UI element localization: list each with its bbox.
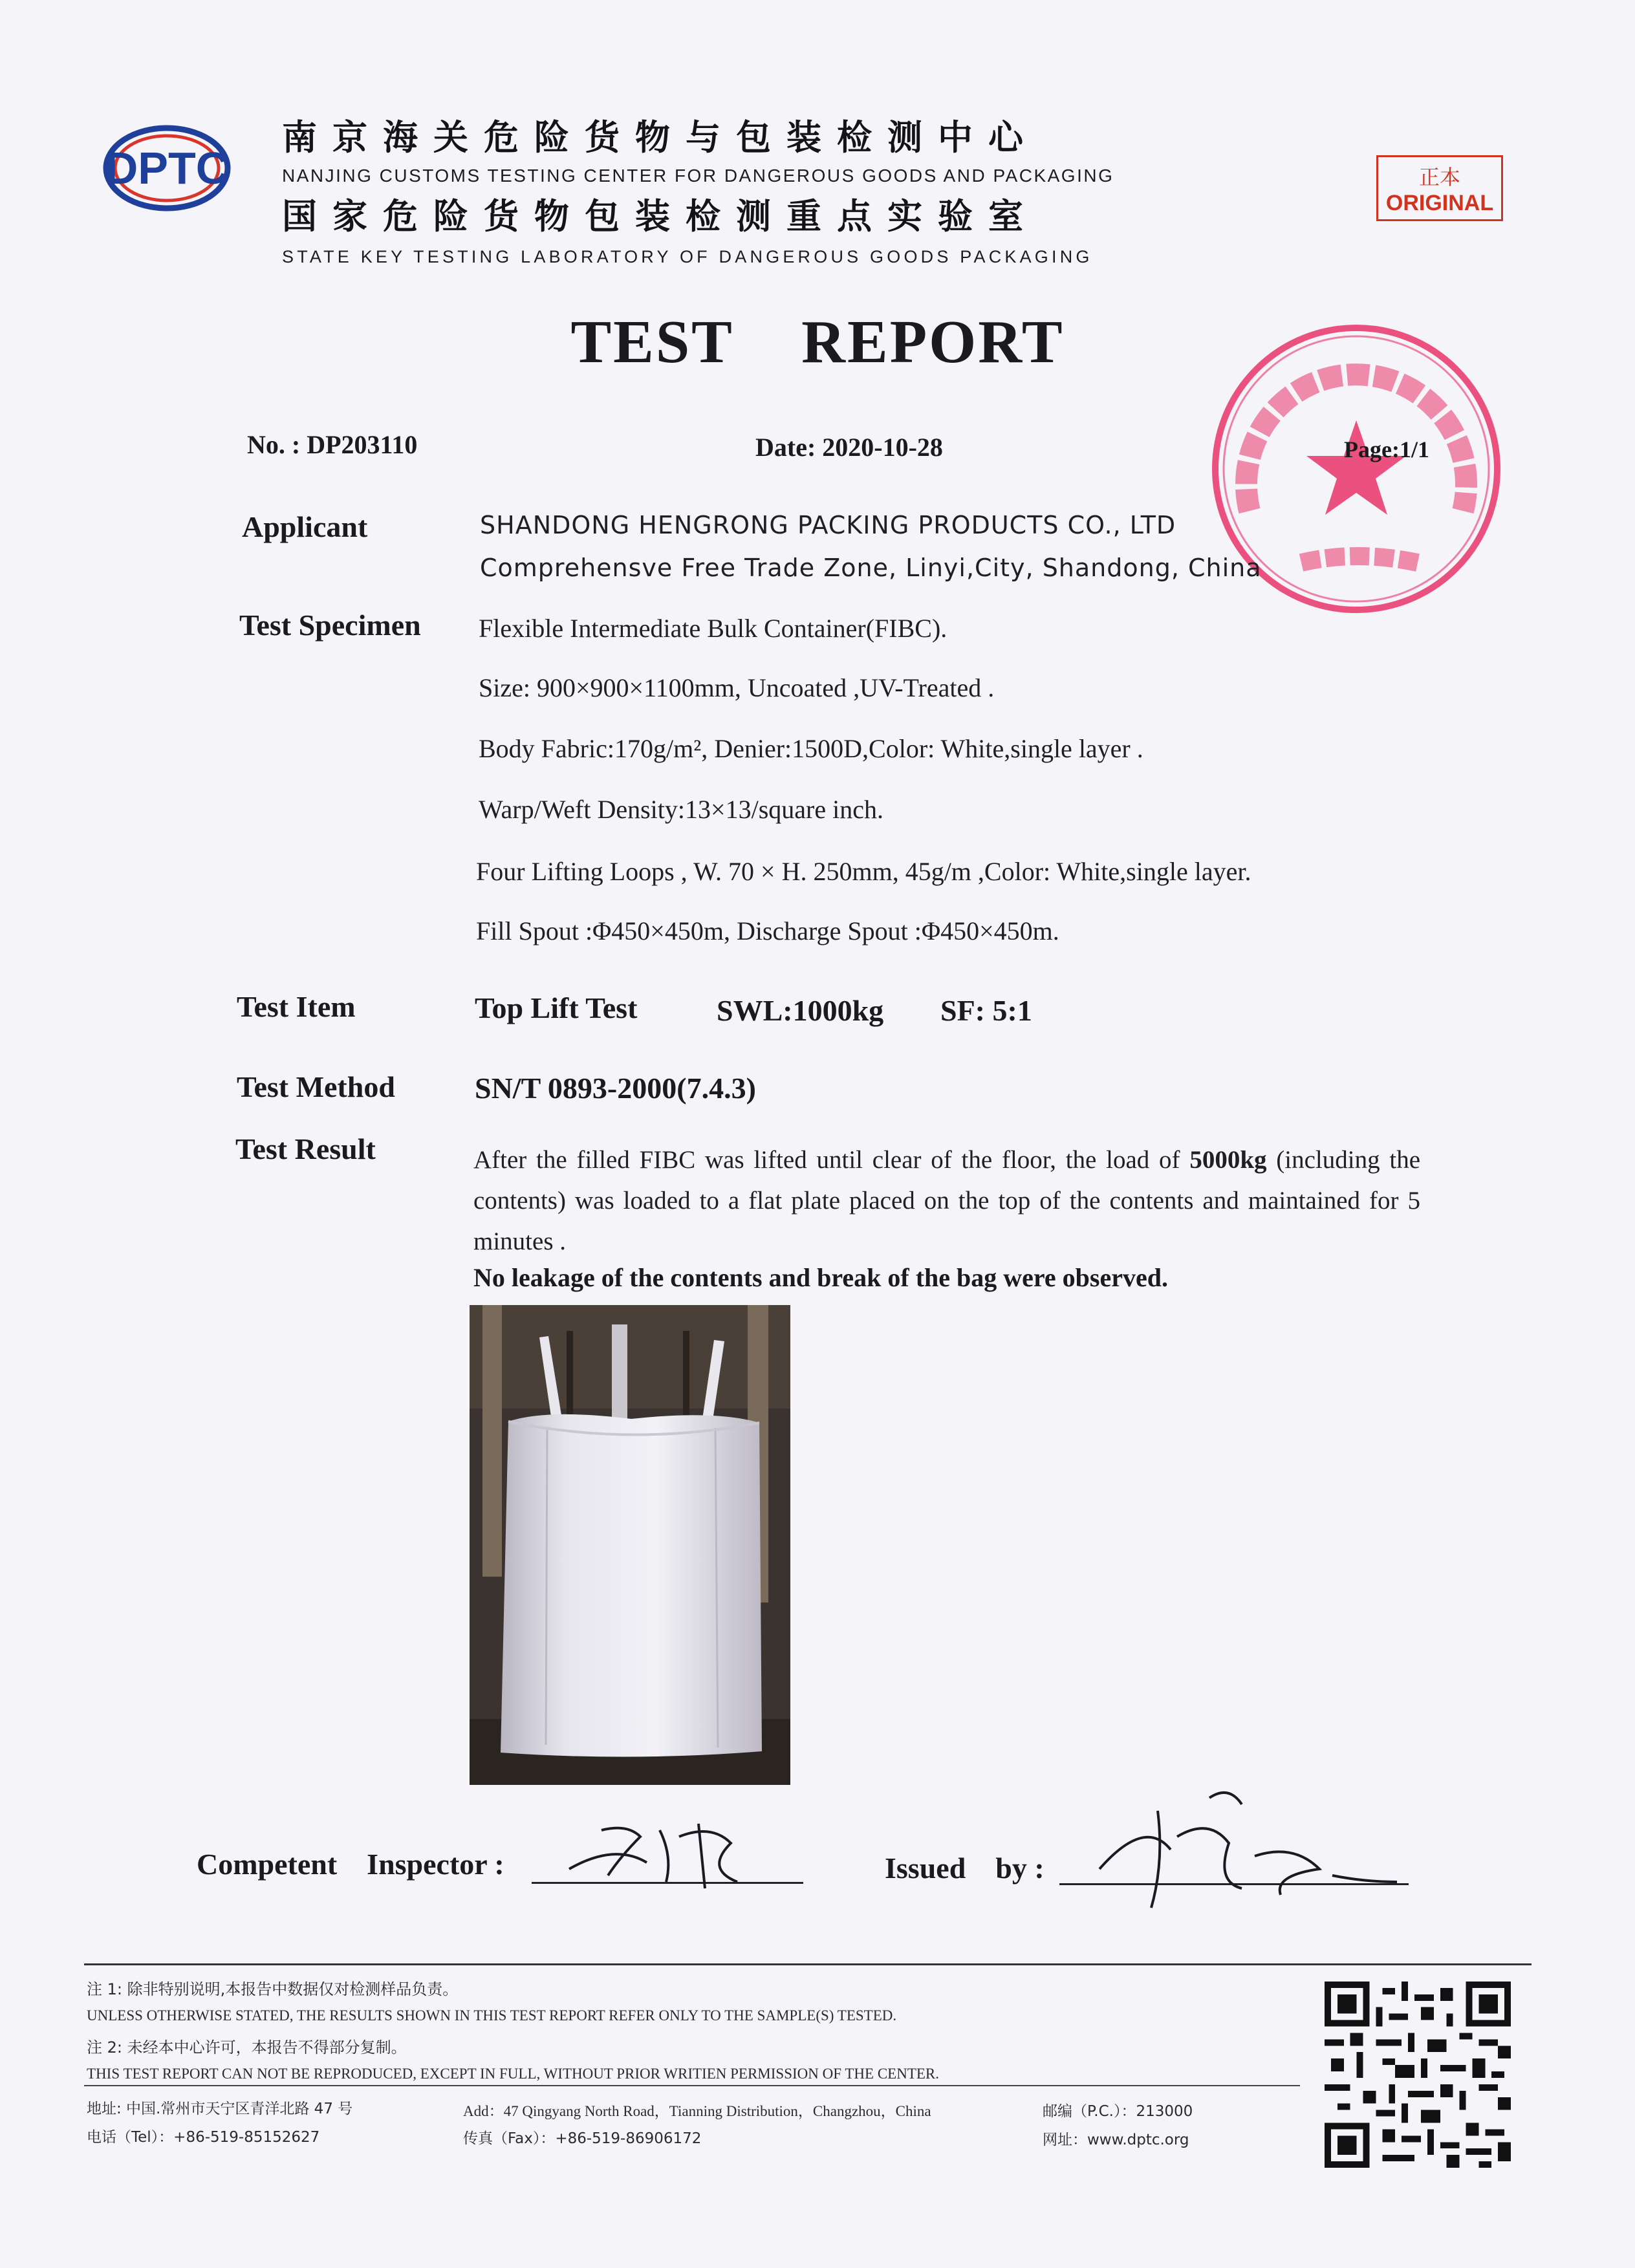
inspector-signature [543,1804,789,1895]
issued-by-label: Issued by : [885,1852,1045,1885]
test-item-sf: SF: 5:1 [940,994,1032,1027]
result-post: (including the contents) was loaded to a flat plate placed on the top of the contents and maintained for 5 minutes . [473,1146,1420,1255]
test-item-value: Top Lift Test [475,991,638,1024]
footer-note1-cn: 注 1: 除非特别说明,本报告中数据仅对检测样品负责。 [87,1980,459,1998]
test-item-swl: SWL:1000kg [717,994,884,1027]
footer-divider [84,1963,1532,1965]
original-en: ORIGINAL [1385,191,1494,215]
footer-note1-en: UNLESS OTHERWISE STATED, THE RESULTS SHOWN IN THIS TEST REPORT REFER ONLY TO THE SAMPLE(S) TESTED. [87,2007,897,2024]
footer-postcode: 邮编（P.C.）：213000 [1043,2103,1193,2120]
specimen-line-2: Size: 900×900×1100mm, Uncoated ,UV-Treated . [479,673,995,702]
footer-website: 网址：www.dptc.org [1043,2132,1189,2148]
test-result-conclusion: No leakage of the contents and break of the bag were observed. [473,1263,1169,1292]
original-cn: 正本 [1418,165,1460,189]
footer-note2-cn: 注 2: 未经本中心许可，本报告不得部分复制。 [87,2038,407,2057]
test-method-value: SN/T 0893-2000(7.4.3) [475,1072,756,1105]
test-result-text [473,1139,1420,1262]
applicant-address: Comprehensve Free Trade Zone, Linyi,City, Shandong, China [480,554,1262,582]
dptc-logo [102,123,232,213]
header-title-cn-2: 国家危险货物包装检测重点实验室 [282,196,1039,237]
specimen-line-6: Fill Spout :Φ450×450m, Discharge Spout :Φ450×450m. [476,916,1059,945]
header-title-en-1: NANJING CUSTOMS TESTING CENTER FOR DANGEROUS GOODS AND PACKAGING [282,166,1114,186]
specimen-line-4: Warp/Weft Density:13×13/square inch. [479,795,883,824]
report-number: No. : DP203110 [247,430,418,459]
fibc-bag-photo [470,1305,790,1785]
specimen-line-3: Body Fabric:170g/m², Denier:1500D,Color: White,single layer . [479,734,1143,763]
qr-code [1325,1982,1511,2168]
report-date: Date: 2020-10-28 [755,433,943,462]
specimen-label: Test Specimen [239,609,421,642]
test-result-label: Test Result [235,1132,376,1165]
footer-divider-2 [84,2085,1300,2086]
issued-signature [1061,1759,1410,1947]
inspector-label: Competent Inspector : [197,1848,504,1881]
page-number: Page:1/1 [1344,437,1429,462]
footer-fax: 传真（Fax）：+86-519-86906172 [463,2130,702,2147]
test-item-label: Test Item [237,990,356,1023]
result-load: 5000kg [1189,1146,1267,1174]
applicant-name: SHANDONG HENGRONG PACKING PRODUCTS CO., LTD [480,511,1176,539]
footer-tel: 电话（Tel）：+86-519-85152627 [87,2129,320,2146]
original-badge [1376,155,1503,221]
result-pre: After the filled FIBC was lifted until clear of the floor, the load of [473,1146,1190,1174]
logo-text: DPTC [105,143,229,193]
footer-note2-en: THIS TEST REPORT CAN NOT BE REPRODUCED, EXCEPT IN FULL, WITHOUT PRIOR WRITIEN PERMISSION OF THE CENTER. [87,2066,940,2082]
footer-address-en: Add：47 Qingyang North Road，Tianning Distribution，Changzhou，China [463,2103,931,2119]
specimen-line-1: Flexible Intermediate Bulk Container(FIBC). [479,614,947,643]
header-title-cn-1: 南京海关危险货物与包装检测中心 [282,117,1039,158]
specimen-line-5: Four Lifting Loops , W. 70 × H. 250mm, 45g/m ,Color: White,single layer. [476,857,1251,886]
header-title-en-2: STATE KEY TESTING LABORATORY OF DANGEROUS GOODS PACKAGING [282,247,1093,266]
seal-star-icon [1306,420,1406,515]
report-title: TEST REPORT [570,308,1065,376]
footer-address-cn: 地址: 中国.常州市天宁区青洋北路 47 号 [87,2101,353,2117]
test-method-label: Test Method [237,1070,395,1103]
applicant-label: Applicant [242,510,368,543]
